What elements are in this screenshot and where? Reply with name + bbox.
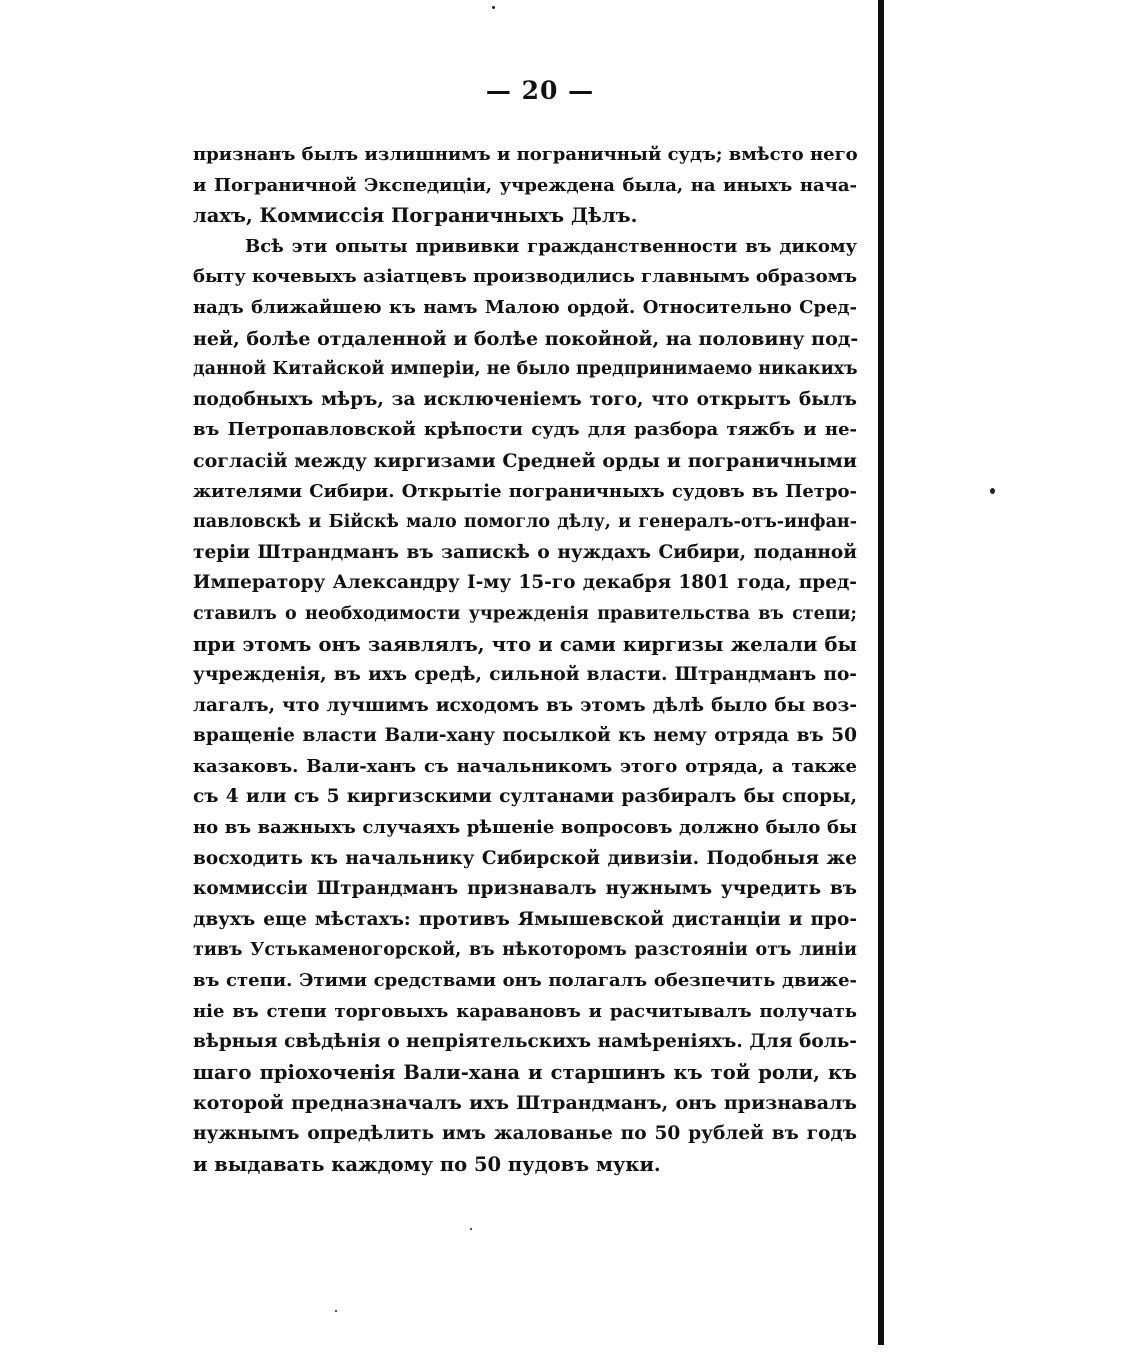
text-line: съ 4 или съ 5 киргизскими султанами разбиралъ бы споры, (193, 786, 857, 808)
text-line: двухъ еще мѣстахъ: противъ Ямышевской дистанціи и про- (193, 908, 857, 930)
text-line: вращеніе власти Вали-хану посылкой къ нему отряда въ 50 (193, 725, 857, 747)
text-line: и выдавать каждому по 50 пудовъ муки. (193, 1152, 661, 1176)
scan-speck (335, 1310, 337, 1312)
text-line: учрежденія, въ ихъ средѣ, сильной власти. Штрандманъ по- (193, 664, 857, 686)
body-text (193, 140, 857, 1180)
text-line: казаковъ. Вали-ханъ съ начальникомъ этого отряда, а также (193, 755, 857, 777)
text-line: лагалъ, что лучшимъ исходомъ въ этомъ дѣлѣ было бы воз- (193, 694, 857, 716)
page-edge-shadow (878, 0, 884, 1345)
text-line: ставилъ о необходимости учрежденія правительства въ степи; (193, 603, 857, 624)
page-number: — 20 — (485, 76, 595, 105)
text-line: павловскѣ и Бійскѣ мало помогло дѣлу, и генералъ-отъ-инфан- (193, 512, 857, 533)
text-line: быту кочевыхъ азіатцевъ производились главнымъ образомъ (193, 266, 858, 288)
text-line: коммиссіи Штрандманъ признавалъ нужнымъ учредить въ (193, 878, 857, 900)
text-line: данной Китайской имперіи, не было предпринимаемо никакихъ (193, 359, 858, 380)
text-line: ней, болѣе отдаленной и болѣе покойной, на половину под- (193, 327, 859, 350)
text-line: жителями Сибири. Открытіе пограничныхъ судовъ въ Петро- (193, 480, 857, 502)
text-line: подобныхъ мѣръ, за исключеніемъ того, что открытъ былъ (193, 388, 857, 410)
scan-speck (990, 488, 995, 494)
scan-speck (492, 6, 495, 9)
text-line: и Пограничной Экспедиціи, учреждена была, на иныхъ нача- (193, 174, 857, 196)
text-line: теріи Штрандманъ въ запискѣ о нуждахъ Сибири, поданной (193, 541, 857, 563)
text-line: шаго пріохоченія Вали-хана и старшинъ къ той роли, къ (193, 1060, 857, 1084)
text-line: но въ важныхъ случаяхъ рѣшеніе вопросовъ должно было бы (193, 817, 857, 839)
paragraph-first-line: Всѣ эти опыты прививки гражданственности въ дикому (245, 235, 857, 257)
text-line: нужнымъ опредѣлить имъ жалованье по 50 рублей въ годъ (193, 1123, 857, 1144)
text-line: лахъ, Коммиссія Пограничныхъ Дѣлъ. (193, 204, 638, 228)
text-line: вѣрныя свѣдѣнія о непріятельскихъ намѣреніяхъ. Для боль- (193, 1031, 857, 1053)
text-line: при этомъ онъ заявлялъ, что и сами киргизы желали бы (193, 632, 857, 656)
text-line: въ степи. Этими средствами онъ полагалъ обезпечить движе- (193, 970, 857, 992)
text-line: Императору Александру I-му 15-го декабря 1801 года, пред- (193, 572, 857, 594)
text-line: надъ ближайшею къ намъ Малою ордой. Относительно Сред- (193, 296, 857, 318)
text-line: въ Петропавловской крѣпости судъ для разбора тяжбъ и не- (193, 419, 857, 441)
text-line: согласій между киргизами Средней орды и пограничными (193, 449, 857, 472)
text-line: которой предназначалъ ихъ Штрандманъ, онъ признавалъ (193, 1092, 857, 1115)
text-line: признанъ былъ излишнимъ и пограничный судъ; вмѣсто него (193, 144, 858, 165)
text-line: ніе въ степи торговыхъ каравановъ и расчитывалъ получать (193, 1000, 857, 1022)
text-line: тивъ Устькаменогорской, въ нѣкоторомъ разстояніи отъ линіи (193, 940, 857, 961)
text-line: восходить къ начальнику Сибирской дивизіи. Подобныя же (193, 847, 857, 869)
scan-speck (470, 1228, 472, 1230)
